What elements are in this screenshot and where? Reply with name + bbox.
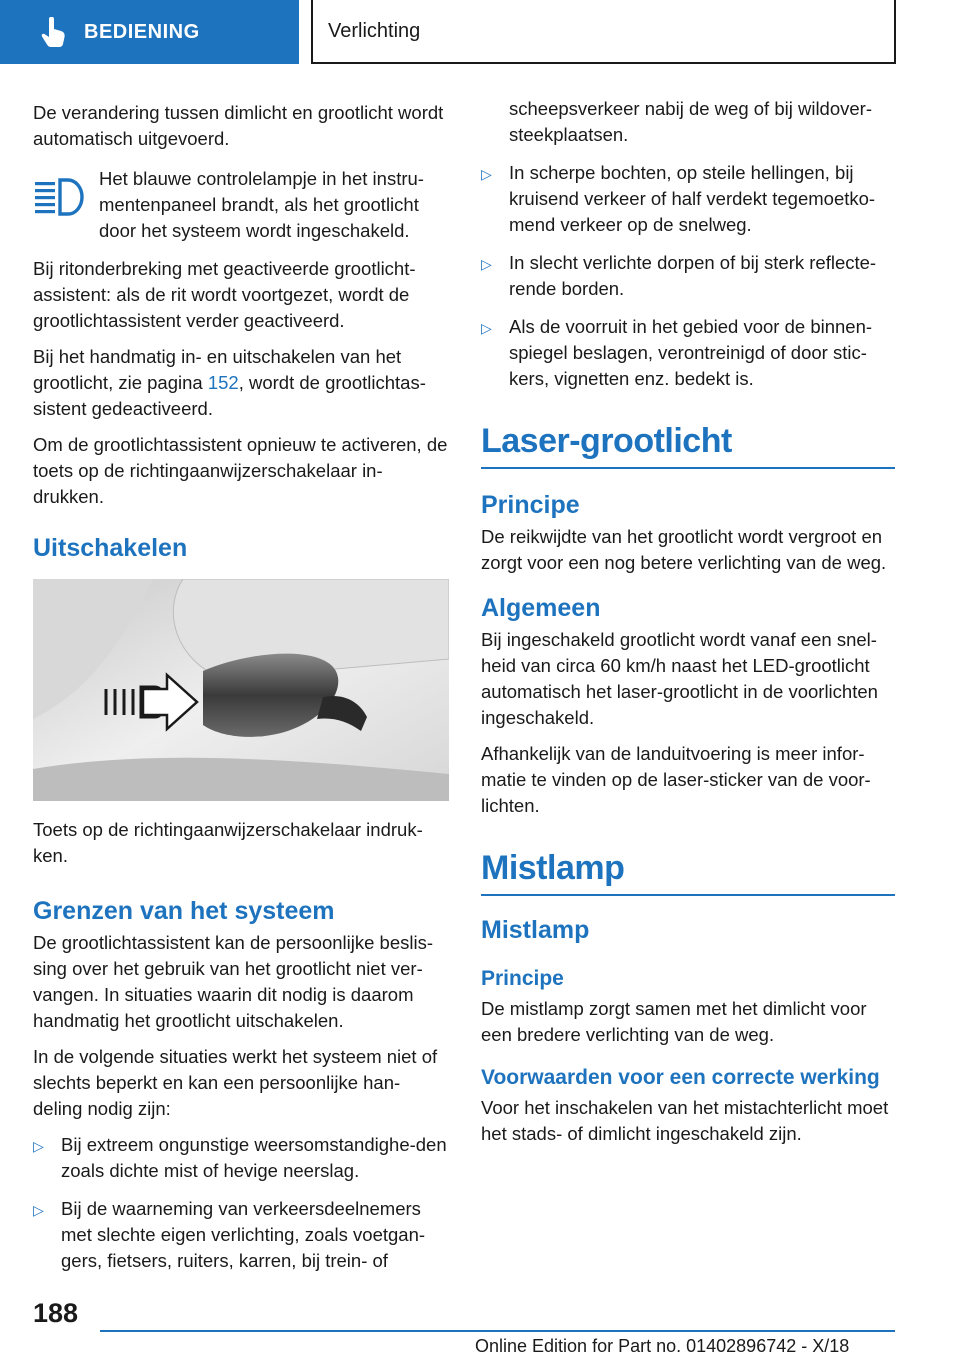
chapter-title: Verlichting bbox=[328, 19, 421, 42]
turn-signal-lever-figure bbox=[33, 579, 449, 801]
paragraph: De reikwijdte van het grootlicht wordt vergroot en zorgt voor een nog betere verlichting van de weg. bbox=[481, 526, 887, 573]
bullet-triangle-icon: ▷ bbox=[481, 320, 492, 336]
heading-laser-grootlicht: Laser-grootlicht bbox=[481, 422, 895, 469]
paragraph: In de volgende situaties werkt het systeem niet of slechts beperkt en kan een persoonlijke han-deling nodig zijn: bbox=[33, 1046, 438, 1119]
bullet-list bbox=[481, 160, 895, 392]
section-tab bbox=[0, 0, 299, 64]
left-column bbox=[33, 100, 449, 1286]
paragraph: De grootlichtassistent kan de persoonlijke beslis-sing over het gebruik van het grootlicht niet ver-vangen. In situaties waarin dit nodig is daarom handmatig het grootlicht uitschakelen. bbox=[33, 932, 434, 1031]
page-link[interactable]: 152 bbox=[207, 372, 239, 393]
heading-principe: Principe bbox=[481, 491, 580, 519]
paragraph: De verandering tussen dimlicht en grootlicht wordt automatisch uitgevoerd. bbox=[33, 102, 444, 149]
list-item-continuation: scheepsverkeer nabij de weg of bij wildover-steekplaatsen. bbox=[509, 98, 872, 145]
bullet-triangle-icon: ▷ bbox=[481, 166, 492, 182]
paragraph: Afhankelijk van de landuitvoering is meer infor-matie te vinden op de laser-sticker van de voor-lichten. bbox=[481, 743, 871, 816]
indicator-note bbox=[33, 166, 449, 244]
paragraph: Voor het inschakelen van het mistachterlicht moet het stads- of dimlicht ingeschakeld zijn. bbox=[481, 1097, 889, 1144]
list-item: ▷ Bij extreem ongunstige weersomstandighe-den zoals dichte mist of hevige neerslag. bbox=[33, 1132, 449, 1184]
heading-grenzen: Grenzen van het systeem bbox=[33, 897, 335, 925]
heading-principe-mistlamp: Principe bbox=[481, 967, 564, 990]
indicator-text: Het blauwe controlelampje in het instru-mentenpaneel brandt, als het grootlicht door het systeem wordt ingeschakeld. bbox=[99, 168, 424, 241]
bullet-triangle-icon: ▷ bbox=[481, 256, 492, 272]
page-number: 188 bbox=[33, 1298, 79, 1328]
paragraph: Bij ingeschakeld grootlicht wordt vanaf een snel-heid van circa 60 km/h naast het LED-grootlicht automatisch het laser-grootlicht in de voorlichten ingeschakeld. bbox=[481, 629, 878, 728]
heading-voorwaarden: Voorwaarden voor een correcte werking bbox=[481, 1066, 880, 1089]
hand-pointer-icon bbox=[40, 17, 66, 47]
bullet-triangle-icon: ▷ bbox=[33, 1138, 44, 1154]
paragraph: Bij ritonderbreking met geactiveerde grootlicht-assistent: als de rit wordt voortgezet, wordt de grootlichtassistent verder geactiveerd. bbox=[33, 258, 416, 331]
figure-caption: Toets op de richtingaanwijzerschakelaar indruk-ken. bbox=[33, 819, 423, 866]
bullet-list bbox=[33, 1132, 449, 1274]
edition-text: Online Edition for Part no. 01402896742 - X/18 bbox=[475, 1336, 850, 1356]
paragraph-with-link: Bij het handmatig in- en uitschakelen van het grootlicht, zie pagina 152, wordt de grootlichtas-sistent gedeactiveerd. bbox=[33, 346, 426, 419]
list-item: ▷ In scherpe bochten, op steile hellingen, bij kruisend verkeer of half verdekt tegemoetko-mend verkeer op de snelweg. bbox=[481, 160, 895, 238]
heading-mistlamp: Mistlamp bbox=[481, 849, 895, 896]
heading-algemeen: Algemeen bbox=[481, 594, 601, 622]
list-item: ▷ In slecht verlichte dorpen of bij sterk reflecte-rende borden. bbox=[481, 250, 895, 302]
list-item: ▷ Als de voorruit in het gebied voor de binnen-spiegel beslagen, verontreinigd of door stic-kers, vignetten enz. bedekt is. bbox=[481, 314, 895, 392]
list-item: ▷ Bij de waarneming van verkeersdeelnemers met slechte eigen verlichting, zoals voetgan-gers, fietsers, ruiters, karren, bij trein- of bbox=[33, 1196, 449, 1274]
section-title: BEDIENING bbox=[84, 20, 200, 43]
paragraph: Om de grootlichtassistent opnieuw te activeren, de toets op de richtingaanwijzerschakelaar in-drukken. bbox=[33, 434, 448, 507]
heading-mistlamp-sub: Mistlamp bbox=[481, 916, 590, 944]
bullet-triangle-icon: ▷ bbox=[33, 1202, 44, 1218]
right-column bbox=[481, 96, 895, 1157]
chapter-tab bbox=[311, 0, 896, 64]
heading-uitschakelen: Uitschakelen bbox=[33, 534, 188, 562]
high-beam-icon bbox=[33, 176, 85, 216]
footer-divider bbox=[100, 1330, 895, 1332]
paragraph: De mistlamp zorgt samen met het dimlicht voor een bredere verlichting van de weg. bbox=[481, 998, 867, 1045]
